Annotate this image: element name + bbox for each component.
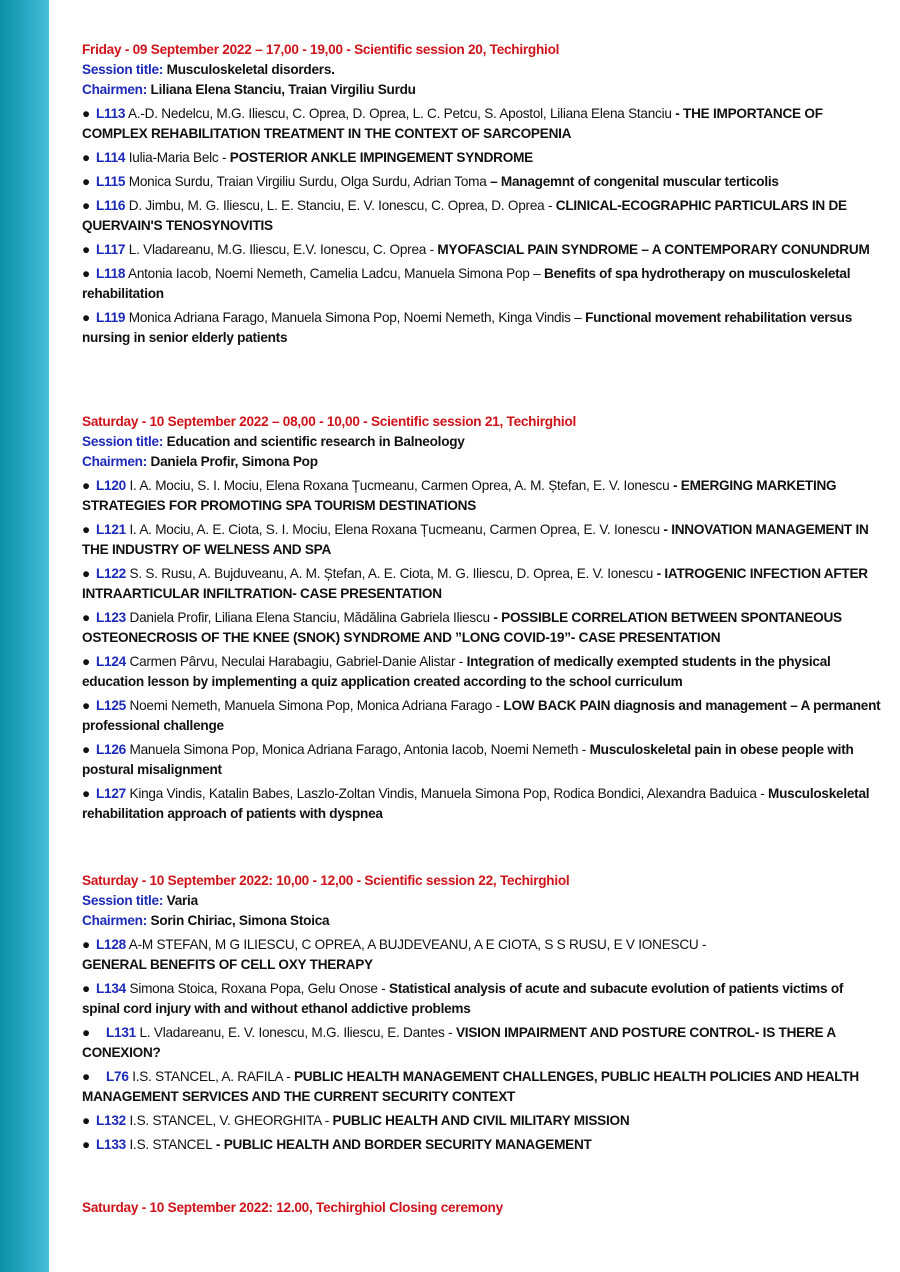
presentation-code: L126 [96,742,126,757]
presentation-code: L113 [96,106,126,121]
presentation-item [82,1111,882,1131]
presentation-separator: - [578,742,590,757]
presentation-item [82,520,882,560]
closing-header: Saturday - 10 September 2022: 12.00, Techirghiol Closing ceremony [82,1200,503,1215]
bullet-icon: ● [82,150,90,165]
presentation-title: GENERAL BENEFITS OF CELL OXY THERAPY [82,957,373,972]
presentation-title: PUBLIC HEALTH AND BORDER SECURITY MANAGEMENT [223,1137,592,1152]
presentation-list [82,104,882,348]
bullet-icon: ● [82,174,90,189]
presentation-code: L124 [96,654,126,669]
session-title-label: Session title: [82,62,164,77]
presentation-title: LOW BACK PAIN diagnosis and management – A permanent professional challenge [82,698,881,733]
presentation-separator: - [756,786,769,801]
bullet-icon: ● [82,742,90,757]
session-title-label: Session title: [82,893,164,908]
presentation-title: THE IMPORTANCE OF COMPLEX REHABILITATION TREATMENT IN THE CONTEXT OF SARCOPENIA [82,106,823,141]
bullet-icon: ● [82,786,90,801]
bullet-icon: ● [82,106,90,121]
presentation-separator: - [218,150,230,165]
presentation-item [82,1067,882,1107]
bullet-icon: ● [82,937,90,952]
presentation-item [82,264,882,304]
presentation-separator: - [455,654,467,669]
presentation-separator: - [698,937,707,952]
presentation-item [82,308,882,348]
presentation-authors: Simona Stoica, Roxana Popa, Gelu Onose [129,981,378,996]
presentation-title: Benefits of spa hydrotherapy on musculoskeletal rehabilitation [82,266,851,301]
presentation-item [82,172,882,192]
presentation-item [82,979,882,1019]
presentation-authors: Daniela Profir, Liliana Elena Stanciu, Mădălina Gabriela Iliescu [129,610,490,625]
presentation-authors: I.S. STANCEL [129,1137,213,1152]
session-header: Friday - 09 September 2022 – 17,00 - 19,00 - Scientific session 20, Techirghiol [82,42,560,57]
presentation-code: L116 [96,198,126,213]
presentation-code: L134 [96,981,126,996]
session-title: Musculoskeletal disorders. [166,62,335,77]
presentation-item [82,1135,882,1155]
presentation-item [82,935,882,975]
chairmen-label: Chairmen: [82,454,147,469]
presentation-item [82,740,882,780]
bullet-icon: ● [82,1113,90,1128]
bullet-icon: ● [82,266,90,281]
presentation-separator: - [544,198,556,213]
presentation-separator: - [671,106,684,121]
presentation-title: Integration of medically exempted students in the physical education lesson by implementing a quiz application created according to the school curriculum [82,654,831,689]
presentation-title: Musculoskeletal pain in obese people with postural misalignment [82,742,854,777]
presentation-authors: Monica Surdu, Traian Virgiliu Surdu, Olga Surdu, Adrian Toma [128,174,487,189]
chairmen-line [82,80,882,100]
session-title-label: Session title: [82,434,164,449]
presentation-item [82,1023,882,1063]
bullet-icon: ● [82,1025,90,1040]
bullet-icon: ● [82,1069,90,1084]
presentation-code: L122 [96,566,126,581]
chairmen-names: Liliana Elena Stanciu, Traian Virgiliu Surdu [150,82,416,97]
presentation-code: L118 [96,266,126,281]
presentation-item [82,104,882,144]
session-22 [82,871,882,1155]
session-title: Education and scientific research in Balneology [166,434,465,449]
presentation-separator: - [669,478,681,493]
presentation-item [82,564,882,604]
bullet-icon: ● [82,478,90,493]
session-header: Saturday - 10 September 2022: 10,00 - 12,00 - Scientific session 22, Techirghiol [82,873,570,888]
presentation-item [82,652,882,692]
session-header: Saturday - 10 September 2022 – 08,00 - 10,00 - Scientific session 21, Techirghiol [82,414,577,429]
presentation-code: L133 [96,1137,126,1152]
session-title-line [82,60,882,80]
session-title-line [82,891,882,911]
presentation-separator: – [570,310,586,325]
presentation-separator: - [212,1137,224,1152]
presentation-code: L127 [96,786,126,801]
bullet-icon: ● [82,698,90,713]
presentation-authors: Carmen Pârvu, Neculai Harabagiu, Gabriel-Danie Alistar [129,654,456,669]
presentation-title: VISION IMPAIRMENT AND POSTURE CONTROL- IS THERE A CONEXION? [82,1025,836,1060]
presentation-list [82,935,882,1155]
chairmen-names: Daniela Profir, Simona Pop [150,454,318,469]
presentation-title: INNOVATION MANAGEMENT IN THE INDUSTRY OF WELNESS AND SPA [82,522,869,557]
bullet-icon: ● [82,654,90,669]
presentation-authors: Antonia Iacob, Noemi Nemeth, Camelia Ladcu, Manuela Simona Pop [128,266,530,281]
presentation-code: L119 [96,310,126,325]
presentation-separator: - [492,698,504,713]
presentation-item [82,608,882,648]
presentation-authors: I.S. STANCEL, A. RAFILA [132,1069,283,1084]
presentation-item [82,240,882,260]
presentation-item [82,784,882,824]
presentation-title: Functional movement rehabilitation versus nursing in senior elderly patients [82,310,853,345]
presentation-separator: - [659,522,672,537]
chairmen-names: Sorin Chiriac, Simona Stoica [150,913,330,928]
presentation-title: EMERGING MARKETING STRATEGIES FOR PROMOTING SPA TOURISM DESTINATIONS [82,478,837,513]
presentation-title: MYOFASCIAL PAIN SYNDROME – A CONTEMPORARY CONUNDRUM [437,242,870,257]
presentation-code: L117 [96,242,126,257]
presentation-authors: Iulia-Maria Belc [128,150,219,165]
presentation-separator: - [444,1025,456,1040]
bullet-icon: ● [82,242,90,257]
bullet-icon: ● [82,566,90,581]
presentation-code: L131 [106,1025,136,1040]
presentation-separator: - [377,981,390,996]
bullet-icon: ● [82,522,90,537]
presentation-authors: L. Vladareanu, M.G. Iliescu, E.V. Ionescu, C. Oprea [128,242,427,257]
presentation-title: Musculoskeletal rehabilitation approach of patients with dyspnea [82,786,870,821]
presentation-code: L123 [96,610,126,625]
presentation-authors: Kinga Vindis, Katalin Babes, Laszlo-Zoltan Vindis, Manuela Simona Pop, Rodica Bondici, Alexandra Baduica [129,786,757,801]
presentation-item [82,696,882,736]
presentation-separator: – [486,174,501,189]
presentation-authors: A.-D. Nedelcu, M.G. Iliescu, C. Oprea, D. Oprea, L. C. Petcu, S. Apostol, Liliana Elena Stanciu [128,106,672,121]
presentation-code: L115 [96,174,126,189]
presentation-authors: A-M STEFAN, M G ILIESCU, C OPREA, A BUJDEVEANU, A E CIOTA, S S RUSU, E V IONESCU [128,937,699,952]
presentation-separator: - [282,1069,294,1084]
session-21 [82,412,882,824]
presentation-title: PUBLIC HEALTH AND CIVIL MILITARY MISSION [332,1113,630,1128]
presentation-item [82,148,882,168]
presentation-code: L76 [106,1069,129,1084]
presentation-authors: Manuela Simona Pop, Monica Adriana Farago, Antonia Iacob, Noemi Nemeth [129,742,579,757]
session-20 [82,40,882,348]
presentation-title: POSTERIOR ANKLE IMPINGEMENT SYNDROME [229,150,533,165]
presentation-separator: – [529,266,544,281]
presentation-authors: L. Vladareanu, E. V. Ionescu, M.G. Iliescu, E. Dantes [139,1025,445,1040]
presentation-separator: - [321,1113,333,1128]
presentation-item [82,476,882,516]
bullet-icon: ● [82,198,90,213]
bullet-icon: ● [82,310,90,325]
presentation-title: Statistical analysis of acute and subacute evolution of patients victims of spinal cord injury with and without ethanol addictive problems [82,981,844,1016]
presentation-authors: Noemi Nemeth, Manuela Simona Pop, Monica Adriana Farago [129,698,493,713]
session-title: Varia [166,893,198,908]
presentation-authors: I. A. Mociu, A. E. Ciota, S. I. Mociu, Elena Roxana Țucmeanu, Carmen Oprea, E. V. Ionescu [129,522,660,537]
presentation-title: PUBLIC HEALTH MANAGEMENT CHALLENGES, PUBLIC HEALTH POLICIES AND HEALTH MANAGEMENT SERVICES AND THE CURRENT SECURITY CONTEXT [82,1069,859,1104]
presentation-code: L120 [96,478,126,493]
decorative-side-bar [0,0,49,1272]
presentation-title: IATROGENIC INFECTION AFTER INTRAARTICULAR INFILTRATION- CASE PRESENTATION [82,566,868,601]
presentation-separator: - [489,610,502,625]
presentation-authors: S. S. Rusu, A. Bujduveanu, A. M. Ștefan, A. E. Ciota, M. G. Iliescu, D. Oprea, E. V. Ionescu [129,566,654,581]
chairmen-line [82,911,882,931]
presentation-code: L125 [96,698,126,713]
bullet-icon: ● [82,981,90,996]
closing-ceremony [82,1198,503,1218]
presentation-list [82,476,882,824]
bullet-icon: ● [82,610,90,625]
presentation-code: L128 [96,937,126,952]
presentation-code: L132 [96,1113,126,1128]
chairmen-label: Chairmen: [82,82,147,97]
chairmen-label: Chairmen: [82,913,147,928]
presentation-title: Managemnt of congenital muscular terticolis [500,174,779,189]
chairmen-line [82,452,882,472]
presentation-code: L114 [96,150,126,165]
presentation-separator: - [426,242,438,257]
presentation-authors: I.S. STANCEL, V. GHEORGHITA [129,1113,322,1128]
presentation-code: L121 [96,522,126,537]
session-title-line [82,432,882,452]
presentation-authors: D. Jimbu, M. G. Iliescu, L. E. Stanciu, E. V. Ionescu, C. Oprea, D. Oprea [128,198,545,213]
presentation-item [82,196,882,236]
presentation-authors: Monica Adriana Farago, Manuela Simona Pop, Noemi Nemeth, Kinga Vindis [128,310,571,325]
presentation-authors: I. A. Mociu, S. I. Mociu, Elena Roxana Țucmeanu, Carmen Oprea, A. M. Ștefan, E. V. Ionescu [129,478,670,493]
bullet-icon: ● [82,1137,90,1152]
presentation-separator: - [653,566,665,581]
presentation-title: CLINICAL-ECOGRAPHIC PARTICULARS IN DE QUERVAIN'S TENOSYNOVITIS [82,198,847,233]
presentation-title: POSSIBLE CORRELATION BETWEEN SPONTANEOUS OSTEONECROSIS OF THE KNEE (SNOK) SYNDROME AND ”LONG COVID-19”- CASE PRESENTATION [82,610,842,645]
